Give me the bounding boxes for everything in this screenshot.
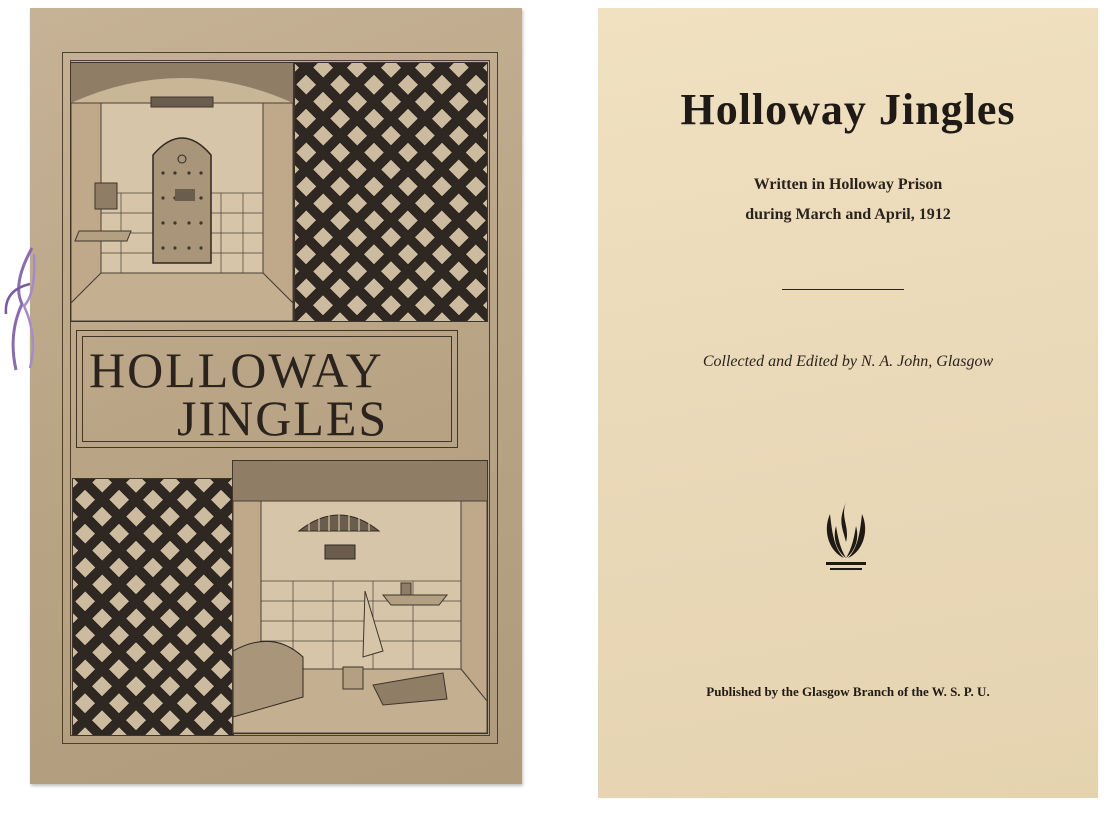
cover-title-line-1: HOLLOWAY [89,342,384,398]
prison-cell-door-illustration [70,62,294,322]
cover-title-line-2: JINGLES [177,390,389,446]
diamond-lattice-pattern [72,478,234,736]
flame-emblem-icon [820,496,872,576]
ribbon-binding [2,244,42,374]
booklet-cover [30,8,522,784]
cover-title-box [76,330,458,448]
page-title: Holloway Jingles [680,85,1016,134]
publisher-credit: Published by the Glasgow Branch of the W. S. P. U. [706,684,990,699]
prison-cell-interior-illustration [232,460,488,734]
editor-credit: Collected and Edited by N. A. John, Glasgow [702,353,994,370]
subtitle-line-2: during March and April, 1912 [745,206,951,223]
title-page [598,8,1098,798]
subtitle-line-1: Written in Holloway Prison [753,176,943,193]
diamond-lattice-pattern [294,62,488,322]
divider-rule [782,289,904,290]
